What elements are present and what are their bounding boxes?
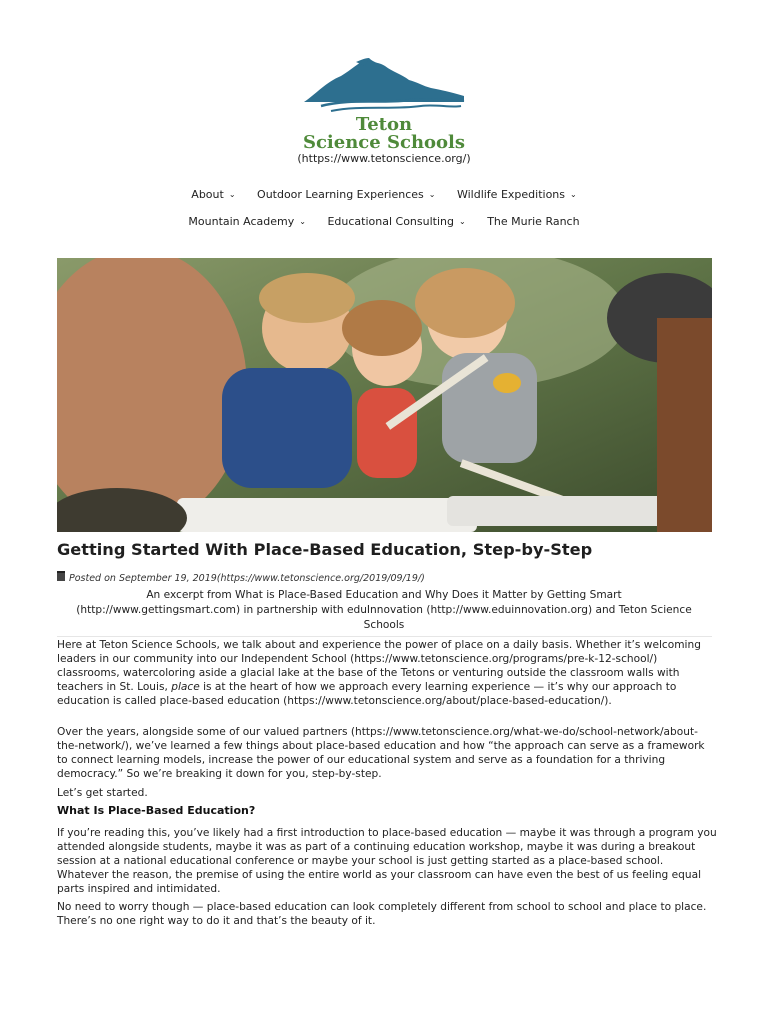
nav-label: The Murie Ranch [487,215,580,228]
paragraph-2 [57,725,717,781]
paragraph-1-text-a: Here at Teton Science Schools, we talk about and experience the power of place on a daily basis. Whether it’s welcoming leaders in our community into our Independent School (https://www.tetonscience.org/programs/pre-k-12-school/) classrooms, watercoloring aside a glacial lake at the base of the Tetons or venturing outside the classroom walls with teachers in St. Louis, [57,639,701,693]
primary-nav-row-1 [0,188,768,201]
paragraph-5-text: No need to worry though — place-based education can look completely different from school to school and place to place. There’s no one right way to do it and that’s the beauty of it. [57,901,707,927]
paragraph-1-text-b: is at the heart of how we approach every learning experience — it’s why our approach to education is called place-based education (https://www.tetonscience.org/about/place-based-education/). [57,681,677,707]
logo-url[interactable]: (https://www.tetonscience.org/) [297,152,471,165]
chevron-down-icon: ⌄ [299,217,306,226]
paragraph-1 [57,638,717,708]
nav-label: Mountain Academy [188,215,295,228]
chevron-down-icon: ⌄ [458,217,466,226]
logo-text-line1: Teton [355,114,413,135]
paragraph-3 [57,786,717,800]
nav-item-mountain-academy[interactable] [188,215,306,228]
nav-item-the-murie-ranch[interactable] [487,215,579,228]
paragraph-1-emphasis: place [171,681,200,693]
primary-nav-row-2 [0,215,768,228]
article-excerpt: An excerpt from What is Place-Based Education and Why Does it Matter by Getting Smart (http://www.gettingsmart.com) in partnership with eduInnovation (http://www.eduinnovation.org) and Teton Science Schools [76,589,692,631]
nav-item-wildlife-expeditions[interactable] [457,188,577,201]
post-date[interactable]: Posted on September 19, 2019(https://www.tetonscience.org/2019/09/19/) [69,573,425,584]
nav-label: Educational Consulting [327,215,454,228]
chevron-down-icon: ⌄ [228,190,236,199]
mountain-logo-icon [301,52,467,114]
nav-item-educational-consulting[interactable] [327,215,465,228]
paragraph-5 [57,900,717,928]
paragraph-4-text: If you’re reading this, you’ve likely had a first introduction to place-based education — maybe it was through a program you attended alongside students, maybe it was as part of a continuing education workshop, maybe it was during a breakout session at a national educational conference or maybe your school is just getting started as a place-based school. Whatever the reason, the premise of using the entire world as your classroom can have even the best of us feeling equal parts inspired and intimidated. [57,827,717,895]
post-meta [57,571,425,584]
article-title: Getting Started With Place-Based Education, Step-by-Step [57,540,593,559]
children-exploring-photo [57,258,712,532]
paragraph-2-text: Over the years, alongside some of our valued partners (https://www.tetonscience.org/what-we-do/school-network/about-the-network/), we’ve learned a few things about place-based education and how “the approach can serve as a framework to connect learning models, increase the power of our educational system and serve as a foundation for a thriving democracy.” So we’re breaking it down for you, step-by-step. [57,726,705,780]
paragraph-3-text: Let’s get started. [57,787,148,799]
nav-label: About [191,188,224,201]
divider [57,636,712,637]
nav-label: Outdoor Learning Experiences [257,188,424,201]
nav-item-about[interactable] [191,188,235,201]
nav-item-outdoor-learning-experiences[interactable] [257,188,435,201]
hero-photo [57,258,712,532]
section-heading: What Is Place-Based Education? [57,804,256,817]
logo-text-line2: Science Schools [302,132,466,153]
nav-label: Wildlife Expeditions [456,188,565,201]
paragraph-4 [57,826,717,896]
calendar-icon [57,571,65,581]
site-logo[interactable] [0,52,768,165]
chevron-down-icon: ⌄ [428,190,436,199]
chevron-down-icon: ⌄ [570,190,577,199]
